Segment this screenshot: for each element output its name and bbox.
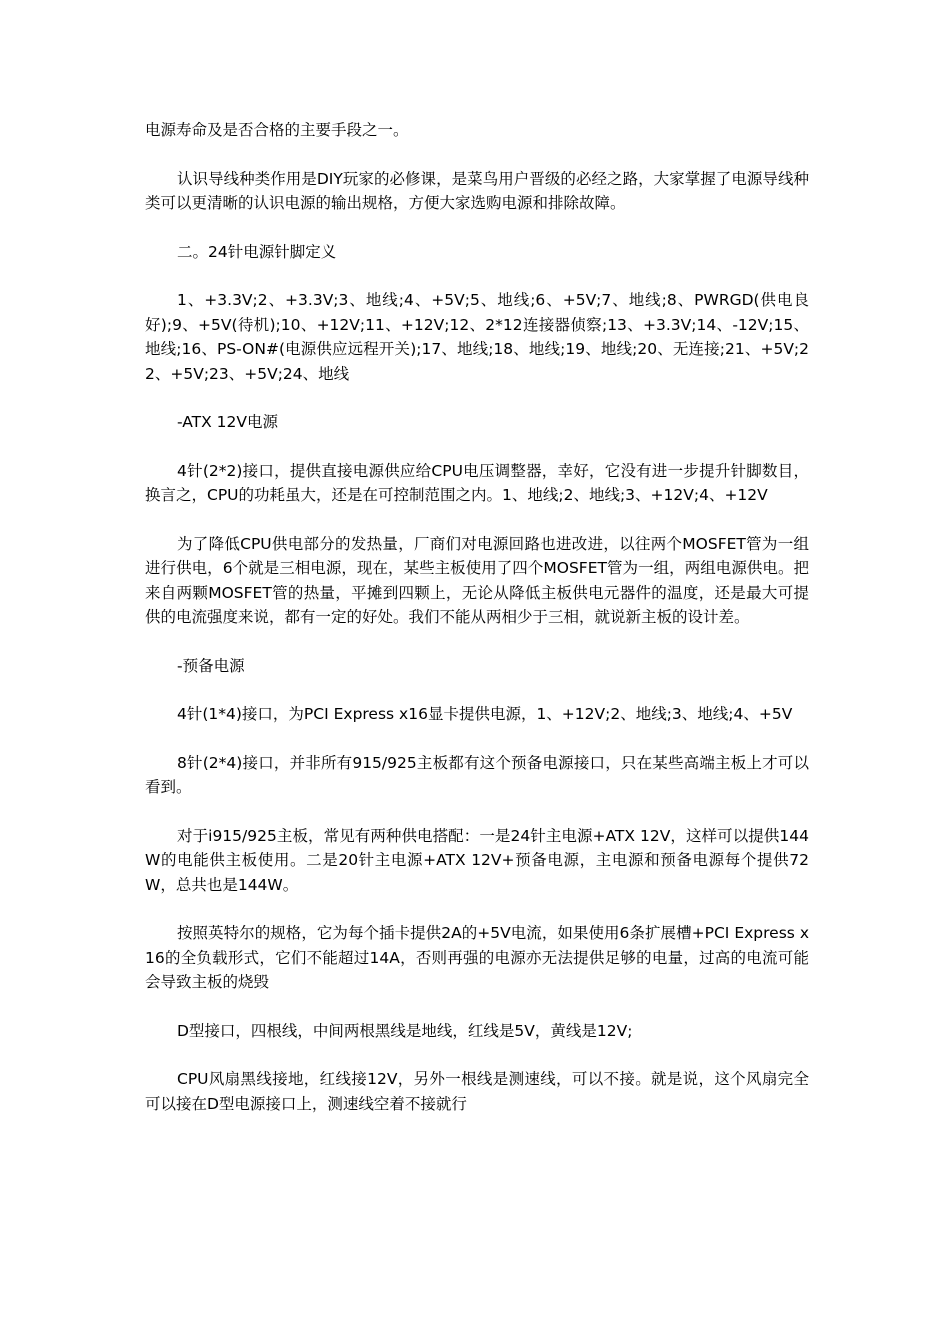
section-heading-24pin: 二。24针电源针脚定义 (177, 242, 337, 261)
paragraph-d-connector: D型接口，四根线，中间两根黑线是地线，红线是5V，黄线是12V; (177, 1021, 633, 1040)
paragraph-intro-continuation: 电源寿命及是否合格的主要手段之一。 (145, 121, 409, 139)
paragraph-4pin-connector: 4针(2*2)接口，提供直接电源供应给CPU电压调整器，幸好，它没有进一步提升针脚数目，换言之，CPU的功耗虽大，还是在可控制范围之内。1、地线;2、地线;3、+12V;4、+12V (145, 461, 809, 504)
section-heading-backup-power: -预备电源 (177, 656, 245, 675)
paragraph-cpu-fan: CPU风扇黑线接地，红线接12V，另外一根线是测速线，可以不接。就是说，这个风扇完全可以接在D型电源接口上，测速线空着不接就行 (145, 1070, 809, 1113)
paragraph-2x4-connector: 8针(2*4)接口，并非所有915/925主板都有这个预备电源接口，只在某些高端主板上才可以看到。 (145, 753, 809, 796)
paragraph-24pin-definition: 1、+3.3V;2、+3.3V;3、地线;4、+5V;5、地线;6、+5V;7、地线;8、PWRGD(供电良好);9、+5V(待机);10、+12V;11、+12V;12、2*12连接器侦察;13、+3.3V;14、-12V;15、地线;16、PS-ON#(电源供应远程开关);17、地线;18、地线;19、地线;20、无连接;21、+5V;22、+5V;23、+5V;24、地线 (145, 291, 809, 383)
document-body (145, 118, 809, 1140)
paragraph-1x4-connector: 4针(1*4)接口，为PCI Express x16显卡提供电源，1、+12V;2、地线;3、地线;4、+5V (177, 705, 793, 723)
paragraph-i915-power: 对于i915/925主板，常见有两种供电搭配：一是24针主电源+ATX 12V，这样可以提供144W的电能供主板使用。二是20针主电源+ATX 12V+预备电源，主电源和预备电源每个提供72W，总共也是144W。 (145, 826, 809, 894)
section-heading-atx12v: -ATX 12V电源 (177, 413, 278, 431)
paragraph-wire-types: 认识导线种类作用是DIY玩家的必修课，是菜鸟用户晋级的必经之路，大家掌握了电源导线种类可以更清晰的认识电源的输出规格，方便大家选购电源和排除故障。 (145, 169, 809, 212)
paragraph-intel-spec: 按照英特尔的规格，它为每个插卡提供2A的+5V电流，如果使用6条扩展槽+PCI Express x16的全负载形式，它们不能超过14A，否则再强的电源亦无法提供足够的电量，过高的电流可能会导致主板的烧毁 (145, 924, 809, 991)
paragraph-mosfet: 为了降低CPU供电部分的发热量，厂商们对电源回路也进改进，以往两个MOSFET管为一组进行供电，6个就是三相电源，现在，某些主板使用了四个MOSFET管为一组，两组电源供电。把来自两颗MOSFET管的热量，平摊到四颗上，无论从降低主板供电元器件的温度，还是最大可提供的电流强度来说，都有一定的好处。我们不能从两相少于三相，就说新主板的设计差。 (145, 534, 809, 626)
